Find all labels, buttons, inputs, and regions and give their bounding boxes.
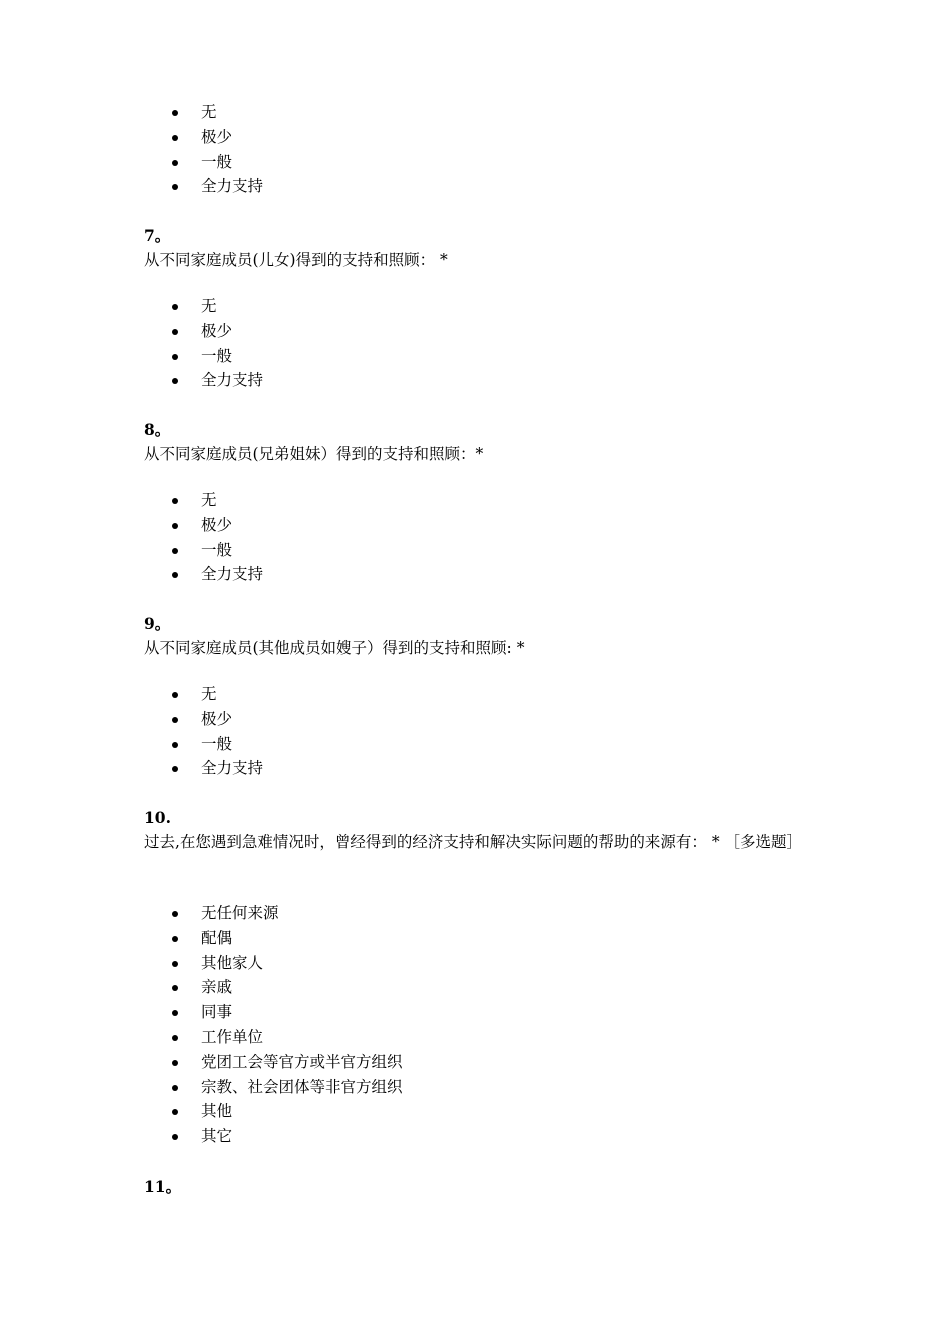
option-label: 同事 [201, 1003, 233, 1022]
bullet-icon [172, 1134, 178, 1140]
bullet-icon [172, 911, 178, 917]
bullet-icon [172, 184, 178, 190]
option-label: 一般 [201, 346, 233, 365]
bullet-icon [172, 717, 178, 723]
question-text-10: 过去,在您遇到急难情况时，曾经得到的经济支持和解决实际问题的帮助的来源有： * ［多选题］ [144, 833, 803, 851]
bullet-icon [172, 523, 178, 529]
option-label: 极少 [201, 127, 233, 146]
option-label: 无 [201, 297, 217, 315]
bullet-icon [172, 378, 178, 384]
option-label: 其他 [201, 1102, 233, 1121]
option-label: 亲戚 [201, 978, 233, 997]
bullet-icon [172, 742, 178, 748]
bullet-icon [172, 1085, 178, 1091]
bullet-icon [172, 1010, 178, 1016]
bullet-icon [172, 304, 178, 310]
bullet-icon [172, 160, 178, 166]
bullet-icon [172, 110, 178, 116]
bullet-icon [172, 135, 178, 141]
bullet-icon [172, 498, 178, 504]
bullet-icon [172, 1109, 178, 1115]
bullet-icon [172, 692, 178, 698]
option-label: 一般 [201, 734, 233, 753]
bullet-icon [172, 766, 178, 772]
question-number-11: 11。 [144, 1177, 182, 1196]
question-number-9: 9。 [144, 614, 171, 633]
option-label: 全力支持 [201, 759, 264, 778]
option-label: 其它 [201, 1127, 233, 1146]
option-label: 全力支持 [201, 371, 264, 390]
option-label: 配偶 [201, 928, 233, 947]
option-label: 其他家人 [201, 953, 264, 972]
option-label: 无任何来源 [201, 904, 279, 922]
question-number-7: 7。 [144, 226, 171, 245]
question-number-10: 10. [144, 808, 171, 827]
question-number-8: 8。 [144, 420, 171, 439]
option-label: 无 [201, 103, 217, 121]
bullet-icon [172, 329, 178, 335]
option-label: 党团工会等官方或半官方组织 [201, 1052, 403, 1071]
bullet-icon [172, 354, 178, 360]
option-label: 一般 [201, 540, 233, 559]
bullet-icon [172, 1035, 178, 1041]
bullet-icon [172, 1060, 178, 1066]
option-label: 无 [201, 685, 217, 703]
option-label: 全力支持 [201, 565, 264, 584]
question-text-7: 从不同家庭成员(儿女)得到的支持和照顾： * [144, 251, 448, 269]
option-label: 全力支持 [201, 177, 264, 196]
option-label: 宗教、社会团体等非官方组织 [201, 1077, 403, 1096]
question-text-8: 从不同家庭成员(兄弟姐妹）得到的支持和照顾：* [144, 445, 484, 463]
option-label: 极少 [201, 709, 233, 728]
bullet-icon [172, 985, 178, 991]
option-label: 工作单位 [201, 1027, 264, 1046]
bullet-icon [172, 961, 178, 967]
option-label: 极少 [201, 515, 233, 534]
bullet-icon [172, 936, 178, 942]
bullet-icon [172, 572, 178, 578]
option-label: 一般 [201, 152, 233, 171]
option-label: 无 [201, 491, 217, 509]
option-label: 极少 [201, 321, 233, 340]
question-text-9: 从不同家庭成员(其他成员如嫂子）得到的支持和照顾: * [144, 639, 525, 657]
bullet-icon [172, 548, 178, 554]
